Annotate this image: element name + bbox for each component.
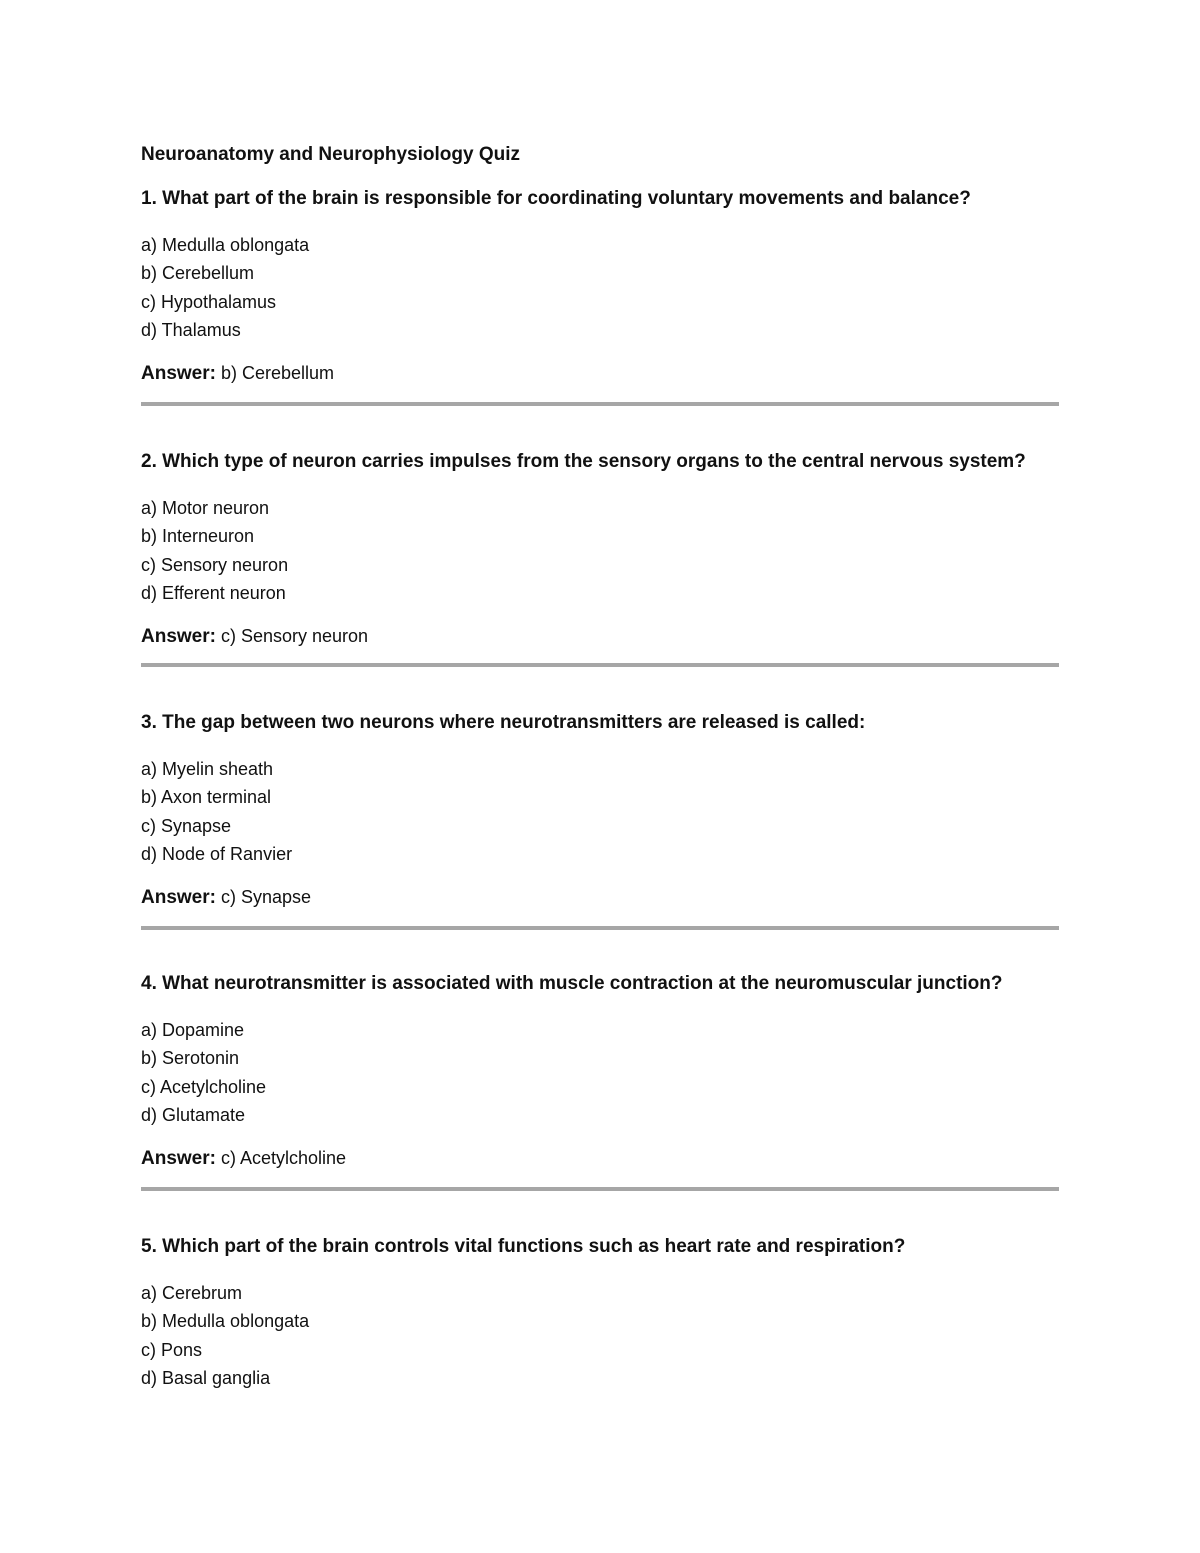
question-block	[141, 972, 1059, 1171]
quiz-title: Neuroanatomy and Neurophysiology Quiz	[141, 144, 520, 165]
options-list	[141, 755, 1059, 869]
option-d: d) Glutamate	[141, 1105, 246, 1126]
separator-line	[141, 402, 1059, 406]
option-c: c) Hypothalamus	[141, 291, 277, 312]
options-list	[141, 231, 1059, 345]
answer-label: Answer:	[141, 1147, 216, 1169]
option-c: c) Pons	[141, 1339, 203, 1360]
answer-value: c) Acetylcholine	[220, 1147, 347, 1168]
answer-value: c) Sensory neuron	[220, 625, 369, 646]
question-text: 3. The gap between two neurons where neurotransmitters are released is called:	[141, 712, 866, 733]
option-b: b) Serotonin	[141, 1048, 240, 1069]
separator-line	[141, 663, 1059, 667]
question-text: 4. What neurotransmitter is associated with muscle contraction at the neuromuscular junction?	[141, 973, 1003, 994]
option-d: d) Node of Ranvier	[141, 844, 293, 865]
separator-line	[141, 1187, 1059, 1191]
question-text: 5. Which part of the brain controls vital functions such as heart rate and respiration?	[141, 1236, 906, 1257]
option-a: a) Dopamine	[141, 1020, 245, 1040]
question-block	[141, 1235, 1059, 1393]
option-b: b) Cerebellum	[141, 263, 255, 284]
option-b: b) Axon terminal	[141, 787, 272, 808]
question-block	[141, 187, 1059, 386]
answer-line	[141, 1146, 1059, 1171]
option-a: a) Medulla oblongata	[141, 235, 310, 255]
question-text: 1. What part of the brain is responsible for coordinating voluntary movements and balance?	[141, 188, 971, 209]
answer-line	[141, 361, 1059, 386]
option-d: d) Efferent neuron	[141, 583, 286, 604]
answer-line	[141, 624, 1059, 649]
option-a: a) Motor neuron	[141, 498, 270, 518]
question-block	[141, 450, 1059, 649]
answer-value: c) Synapse	[220, 886, 312, 907]
answer-label: Answer:	[141, 886, 216, 908]
option-b: b) Interneuron	[141, 526, 255, 547]
answer-label: Answer:	[141, 625, 216, 647]
question-block	[141, 711, 1059, 910]
answer-label: Answer:	[141, 362, 216, 384]
options-list	[141, 494, 1059, 608]
option-d: d) Basal ganglia	[141, 1368, 271, 1389]
option-a: a) Cerebrum	[141, 1283, 243, 1303]
answer-line	[141, 885, 1059, 910]
answer-value: b) Cerebellum	[220, 362, 335, 383]
question-text: 2. Which type of neuron carries impulses from the sensory organs to the central nervous system?	[141, 451, 1026, 472]
options-list	[141, 1016, 1059, 1130]
options-list	[141, 1279, 1059, 1393]
option-d: d) Thalamus	[141, 320, 241, 341]
option-c: c) Sensory neuron	[141, 554, 289, 575]
option-a: a) Myelin sheath	[141, 759, 274, 779]
option-b: b) Medulla oblongata	[141, 1311, 310, 1332]
option-c: c) Acetylcholine	[141, 1076, 267, 1097]
option-c: c) Synapse	[141, 815, 232, 836]
separator-line	[141, 926, 1059, 930]
